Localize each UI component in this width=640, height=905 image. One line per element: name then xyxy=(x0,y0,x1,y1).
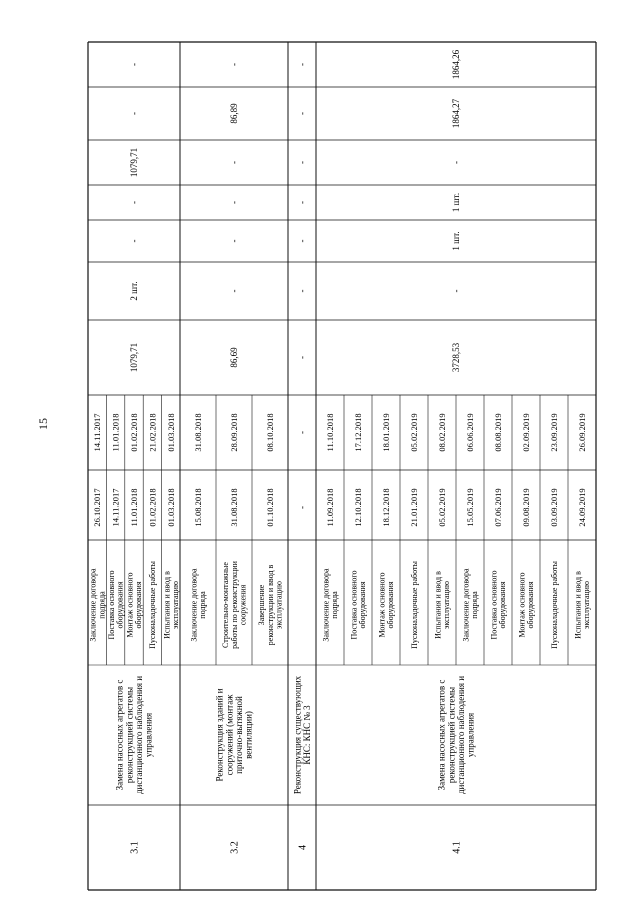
row-number: 3.1 xyxy=(129,841,141,854)
cost-value: - xyxy=(297,356,308,359)
stage-start-date: 15.08.2018 xyxy=(192,488,203,527)
stage-start-date: 01.02.2018 xyxy=(147,488,158,527)
stage-label: Пусконаладочные работы xyxy=(409,561,419,649)
stage-label: Пусконаладочные работы xyxy=(549,561,559,649)
stage-start-date: 05.02.2019 xyxy=(436,488,447,527)
stage-label: Завершениереконструкции и ввод вэксплуатацию xyxy=(257,564,284,646)
stage-end-date: 06.06.2019 xyxy=(464,413,475,452)
col-value-3: 1 шт. xyxy=(451,192,462,213)
work-name: Реконструкция зданий исооружений (монтажприточно-вытяжнойвентиляции) xyxy=(214,688,254,782)
work-name: Замена насосных агрегатов среконструкцией системыдистанционного наблюдения иуправления xyxy=(114,675,154,795)
stage-label: Испытания и ввод вэксплуатацию xyxy=(162,571,180,639)
stage-end-date: 01.02.2018 xyxy=(128,413,139,452)
stage-start-date: 01.03.2018 xyxy=(165,488,176,527)
col-value-1: - xyxy=(229,289,240,293)
col-value-6: - xyxy=(229,63,240,66)
stage-end-date: 28.09.2018 xyxy=(228,413,239,452)
col-value-1: - xyxy=(451,289,462,293)
col-value-1: - xyxy=(297,289,308,293)
cost-value: 86,69 xyxy=(229,347,240,368)
col-value-2: 1 шт. xyxy=(451,231,462,251)
stage-start-date: 11.01.2018 xyxy=(128,488,139,527)
stage-end-date: 17.12.2018 xyxy=(352,413,363,452)
col-value-5: - xyxy=(297,112,308,115)
stage-start-date: 03.09.2019 xyxy=(548,488,559,527)
stage-label: Монтаж основногооборудования xyxy=(125,572,144,638)
col-value-3: - xyxy=(129,201,140,204)
cost-value: 1079,71 xyxy=(129,342,140,373)
cost-value: 3728,53 xyxy=(451,342,462,373)
stage-start-date: 18.12.2018 xyxy=(380,488,391,527)
stage-end-date: 08.08.2019 xyxy=(492,413,503,452)
stage-end-date: 05.02.2019 xyxy=(408,413,419,452)
col-value-3: - xyxy=(297,201,308,204)
col-value-5: 1864,27 xyxy=(451,98,462,129)
col-value-2: - xyxy=(129,239,140,243)
stage-end-date: 11.10.2018 xyxy=(324,413,335,452)
stage-label: Поставка основногооборудования xyxy=(107,570,125,640)
col-value-4: - xyxy=(451,161,462,164)
stage-end-date: 08.10.2018 xyxy=(264,413,275,452)
stage-start-date: 09.08.2019 xyxy=(520,488,531,527)
col-value-4: - xyxy=(297,161,308,164)
row-number: 3.2 xyxy=(229,841,241,854)
stage-label: Заключение договораподряда xyxy=(189,568,208,642)
stage-start-date: - xyxy=(297,506,308,509)
work-name: Реконструкция существующихКНС: КНС № 3 xyxy=(292,675,313,795)
stage-start-date: 01.10.2018 xyxy=(264,488,275,527)
col-value-4: - xyxy=(229,161,240,164)
stage-end-date: 08.02.2019 xyxy=(436,413,447,452)
stage-label: Заключение договораподряда xyxy=(321,568,340,642)
stage-end-date: 23.09.2019 xyxy=(548,413,559,452)
col-value-2: - xyxy=(229,239,240,243)
stage-label: Испытания и ввод вэксплуатацию xyxy=(573,571,592,639)
stage-end-date: - xyxy=(297,431,308,434)
col-value-1: 2 шт. xyxy=(129,281,140,301)
stage-label: Заключение договораподряда xyxy=(461,568,480,642)
table-body xyxy=(88,42,596,890)
stage-end-date: 02.09.2019 xyxy=(520,413,531,452)
stage-label: Монтаж основногооборудования xyxy=(517,572,536,638)
col-value-5: - xyxy=(129,112,140,115)
stage-end-date: 26.09.2019 xyxy=(576,413,587,452)
stage-end-date: 11.01.2018 xyxy=(110,413,121,452)
col-value-2: - xyxy=(297,239,308,243)
stage-label: Поставка основногооборудования xyxy=(349,570,368,640)
row-number: 4 xyxy=(297,845,309,850)
stage-start-date: 12.10.2018 xyxy=(352,488,363,527)
stage-end-date: 14.11.2017 xyxy=(92,413,103,452)
stage-end-date: 01.03.2018 xyxy=(165,413,176,452)
stage-label: Пусконаладочные работы xyxy=(148,561,158,649)
stage-end-date: 18.01.2019 xyxy=(380,413,391,452)
work-name: Замена насосных агрегатов среконструкцией системыдистанционного наблюдения иуправления xyxy=(436,675,476,795)
col-value-6: 1864,26 xyxy=(451,49,462,80)
stage-label: Испытания и ввод вэксплуатацию xyxy=(433,571,452,639)
stage-start-date: 21.01.2019 xyxy=(408,488,419,527)
col-value-3: - xyxy=(229,201,240,204)
stage-label: Заключение договораподряда xyxy=(88,568,107,642)
row-number: 4.1 xyxy=(451,841,463,854)
stage-start-date: 11.09.2018 xyxy=(324,488,335,527)
stage-end-date: 21.02.2018 xyxy=(147,413,158,452)
stage-start-date: 26.10.2017 xyxy=(92,488,103,527)
page-number: 15 xyxy=(36,418,50,430)
col-value-6: - xyxy=(129,63,140,66)
stage-label: Строительно-монтажныеработы по реконструкциисооружения xyxy=(221,561,248,649)
stage-start-date: 24.09.2019 xyxy=(576,488,587,527)
col-value-5: 86,89 xyxy=(229,103,240,124)
stage-label: Поставка основногооборудования xyxy=(489,570,508,640)
stage-start-date: 14.11.2017 xyxy=(110,488,121,527)
stage-end-date: 31.08.2018 xyxy=(192,413,203,452)
stage-start-date: 31.08.2018 xyxy=(228,488,239,527)
col-value-6: - xyxy=(297,63,308,66)
col-value-4: 1079,71 xyxy=(129,147,140,178)
stage-label: Монтаж основногооборудования xyxy=(377,572,396,638)
stage-start-date: 15.05.2019 xyxy=(464,488,475,527)
stage-start-date: 07.06.2019 xyxy=(492,488,503,527)
